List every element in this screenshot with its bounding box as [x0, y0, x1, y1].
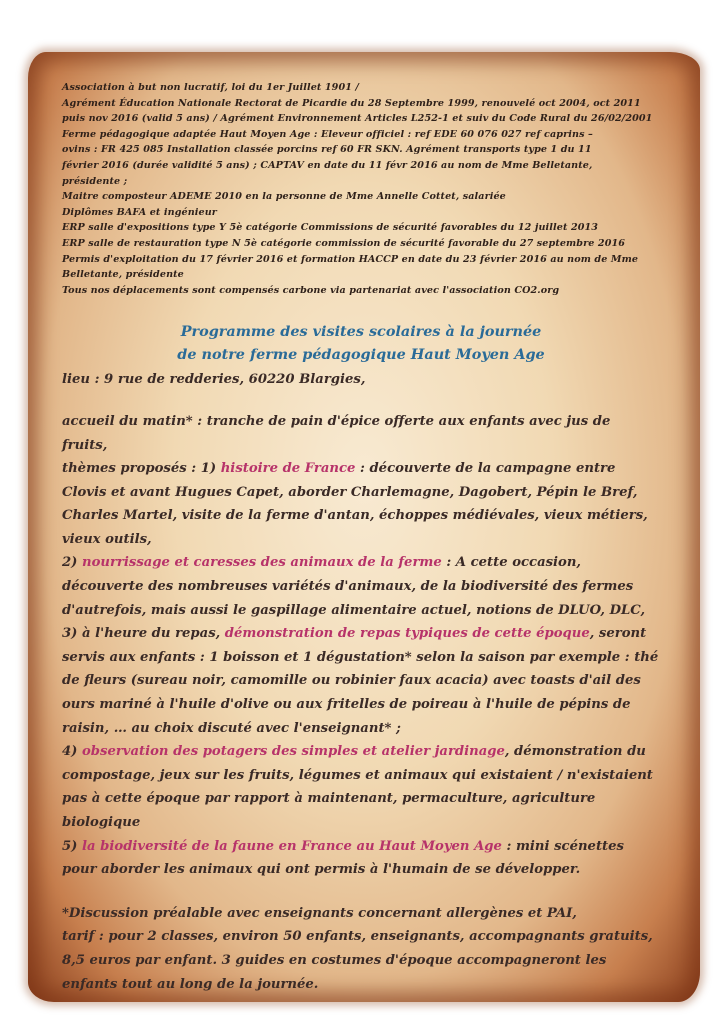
theme-1 — [62, 457, 660, 551]
header-line: Belletante, présidente — [62, 269, 184, 281]
theme-4 — [62, 740, 660, 834]
theme-2 — [62, 551, 660, 622]
theme-2-number: 2) — [62, 555, 83, 571]
header-line: Tous nos déplacements sont compensés carbone via partenariat avec l'association CO2.org — [62, 284, 560, 296]
header-line: ERP salle de restauration type N 5è catégorie commission de sécurité favorable du 27 septembre 2016 — [62, 237, 626, 249]
theme-5-title: la biodiversité de la faune en France au Haut Moyen Age — [82, 838, 502, 854]
location-line: lieu : 9 rue de redderies, 60220 Blargies, — [62, 372, 366, 388]
theme-1-text: : découverte de la campagne entre Clovis et avant Hugues Capet, aborder Charlemagne, Dagobert, Pépin le Bref, Charles Martel, visite de la ferme d'antan, échoppes médiévales, vieux métiers, vieux outils, — [62, 461, 648, 547]
header-line: Ferme pédagogique adaptée Haut Moyen Age : Eleveur officiel : ref EDE 60 076 027 ref caprins – — [62, 128, 593, 140]
theme-5 — [62, 835, 660, 882]
pricing-text: tarif : pour 2 classes, environ 50 enfants, enseignants, accompagnants gratuits, 8,5 euros par enfant. 3 guides en costumes d'époque accompagneront les enfants tout au long de la journée. — [62, 929, 653, 992]
welcome-line: accueil du matin* : tranche de pain d'épice offerte aux enfants avec jus de fruits, — [62, 413, 611, 453]
header-line: présidente ; — [62, 175, 128, 187]
theme-4-number: 4) — [62, 744, 83, 760]
header-line: Permis d'exploitation du 17 février 2016 et formation HACCP en date du 23 février 2016 au nom de Mme — [62, 253, 639, 265]
header-line: Agrément Éducation Nationale Rectorat de Picardie du 28 Septembre 1999, renouvelé oct 2004, oct 2011 — [62, 97, 641, 109]
document-content — [62, 80, 660, 996]
spacer — [62, 392, 660, 410]
header-line: puis nov 2016 (valid 5 ans) / Agrément Environnement Articles L252-1 et suiv du Code Rural du 26/02/2001 — [62, 113, 653, 125]
program-body — [62, 368, 660, 996]
theme-3 — [62, 622, 660, 740]
theme-5-text: : mini scénettes pour aborder les animaux qui ont permis à l'humain de se développer. — [62, 838, 624, 878]
header-line: ERP salle d'expositions type Y 5è catégorie Commissions de sécurité favorables du 12 juillet 2013 — [62, 222, 599, 234]
themes-intro: thèmes proposés : 1) — [62, 461, 221, 477]
title-line-1: Programme des visites scolaires à la journée — [180, 323, 542, 341]
theme-3-title: démonstration de repas typiques de cette époque — [224, 626, 590, 642]
theme-5-number: 5) — [62, 838, 83, 854]
page-title — [62, 320, 660, 366]
header-line: Diplômes BAFA et ingénieur — [62, 206, 217, 218]
theme-1-title: histoire de France — [220, 461, 356, 477]
theme-2-text: : A cette occasion, découverte des nombreuses variétés d'animaux, de la biodiversité des fermes d'autrefois, mais aussi le gaspillage alimentaire actuel, notions de DLUO, DLC, — [62, 555, 646, 618]
footnote-line: *Discussion préalable avec enseignants concernant allergènes et PAI, — [62, 905, 577, 921]
theme-3-text: , seront servis aux enfants : 1 boisson et 1 dégustation* selon la saison par exemple : thé de fleurs (sureau noir, camomille ou robinier faux acacia) avec toasts d'ail des ours mariné à l'huile d'olive ou aux fritelles de poireau à l'huile de pépins de raisin, … au choix discuté avec l'enseignant* ; — [62, 626, 659, 736]
title-line-2: de notre ferme pédagogique Haut Moyen Age — [177, 346, 545, 364]
theme-4-title: observation des potagers des simples et atelier jardinage — [82, 744, 505, 760]
theme-4-text: , démonstration du compostage, jeux sur les fruits, légumes et animaux qui existaient / n'existaient pas à cette époque par rapport à maintenant, permaculture, agriculture biologique — [62, 744, 653, 830]
header-line: ovins : FR 425 085 Installation classée porcins ref 60 FR SKN. Agrément transports type 1 du 11 — [62, 144, 592, 156]
header-line: Maitre composteur ADEME 2010 en la personne de Mme Annelle Cottet, salariée — [62, 191, 506, 203]
spacer — [62, 882, 660, 902]
header-line: février 2016 (durée validité 5 ans) ; CAPTAV en date du 11 févr 2016 au nom de Mme Belletante, — [62, 159, 593, 171]
header-line: Association à but non lucratif, loi du 1er Juillet 1901 / — [62, 82, 360, 93]
theme-3-number: 3) à l'heure du repas, — [62, 626, 225, 642]
association-header — [62, 80, 660, 298]
theme-2-title: nourrissage et caresses des animaux de la ferme — [82, 555, 442, 571]
